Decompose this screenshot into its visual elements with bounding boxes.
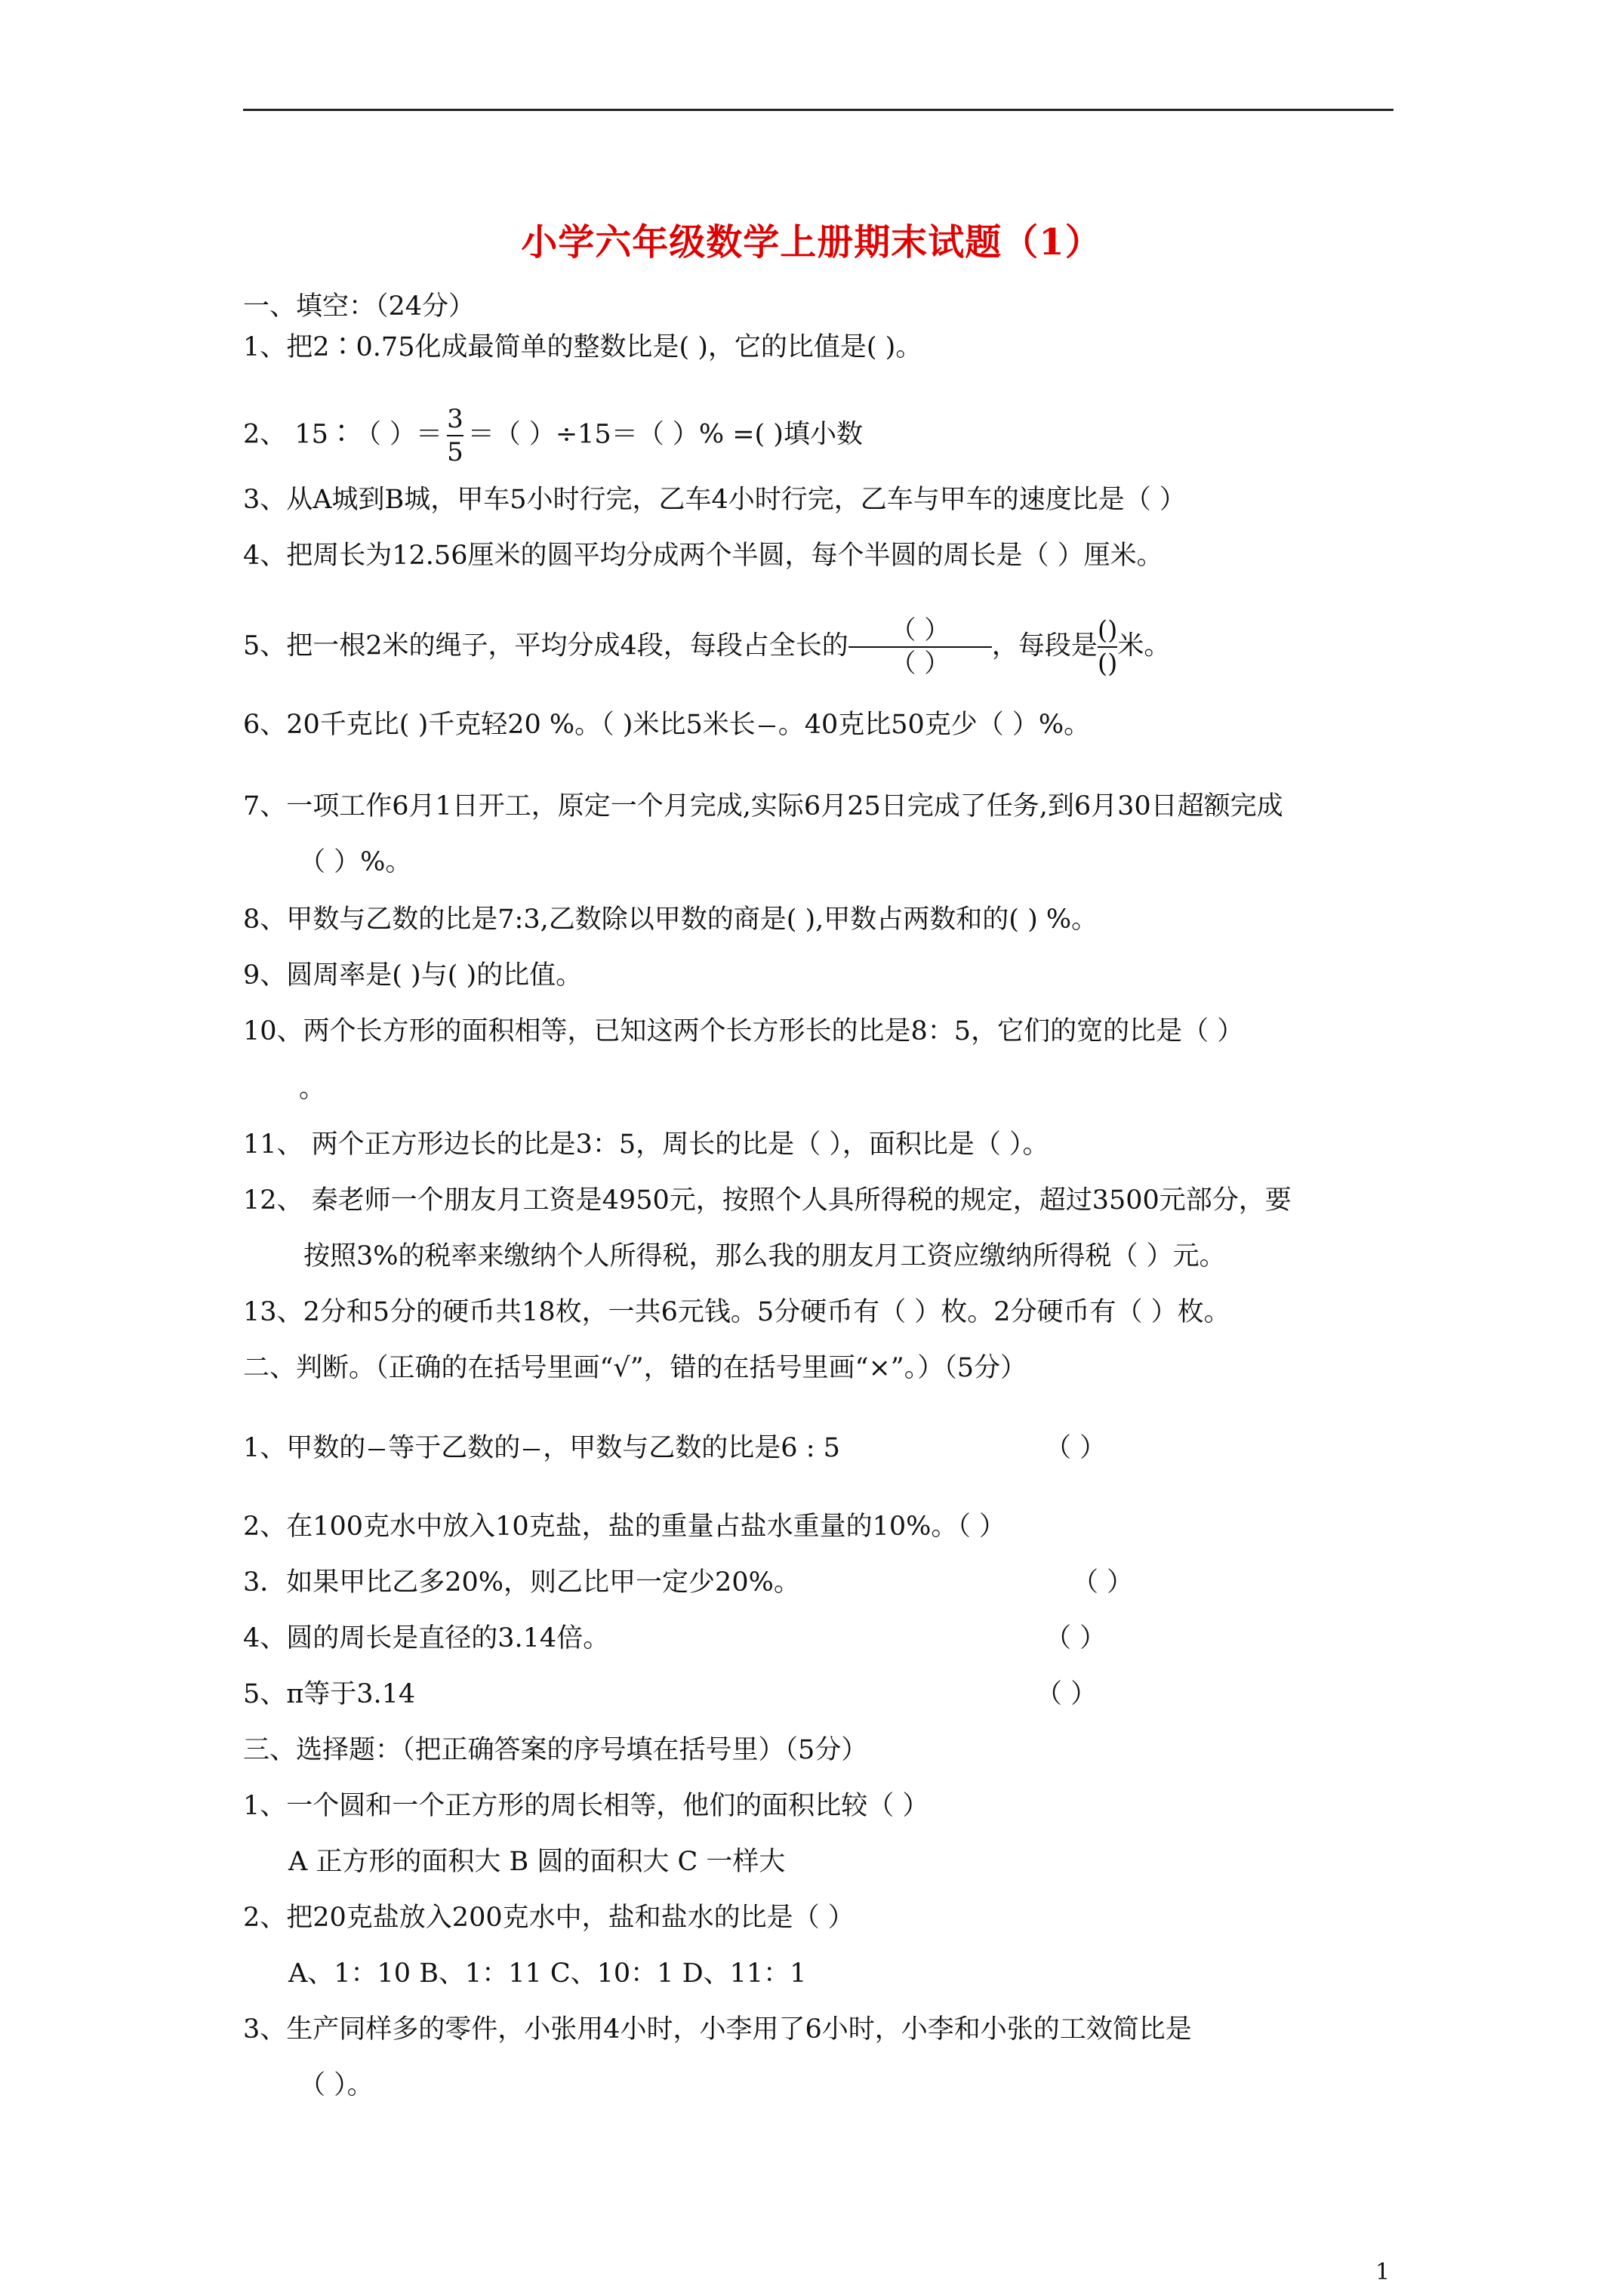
judge-question-4: 4、圆的周长是直径的3.14倍。 <box>243 1623 610 1653</box>
question-1-10-line1: 10、两个长方形的面积相等，已知这两个长方形长的比是8：5，它们的宽的比是（ ） <box>243 1016 1244 1046</box>
fraction-placeholder <box>759 726 775 727</box>
q5-fraction-2-denominator: () <box>1097 649 1118 679</box>
fraction-placeholder <box>368 1449 385 1450</box>
judge-question-3: 3．如果甲比乙多20%，则乙比甲一定少20%。 <box>243 1567 800 1598</box>
judge-q1-part1: 1、甲数的 <box>243 1433 366 1463</box>
q5-fraction-1 <box>848 615 992 679</box>
q5-suffix: 米。 <box>1117 630 1171 661</box>
question-1-1: 1、把2∶0.75化成最简单的整数比是( )，它的比值是( )。 <box>243 332 922 362</box>
q2-fraction <box>447 406 463 465</box>
page-number: 1 <box>1375 2259 1390 2285</box>
question-1-7-line1: 7、一项工作6月1日开工，原定一个月完成,实际6月25日完成了任务,到6月30日超额完成 <box>243 791 1283 821</box>
question-1-12-line1: 12、 秦老师一个朋友月工资是4950元，按照个人具所得税的规定，超过3500元部分，要 <box>243 1185 1292 1216</box>
question-1-2 <box>243 406 863 465</box>
page-title: 小学六年级数学上册期末试题（1） <box>521 221 1102 264</box>
section3-heading: 三、选择题：（把正确答案的序号填在括号里）（5分） <box>243 1735 868 1765</box>
q5-prefix: 5、把一根2米的绳子，平均分成4段，每段占全长的 <box>243 630 848 661</box>
judge-q1-answer-bracket: （ ） <box>1045 1433 1107 1463</box>
question-1-7-line2: （ ）%。 <box>299 847 412 877</box>
q5-fraction-1-denominator: （ ） <box>890 649 950 679</box>
q2-suffix: ＝（ ）÷15＝（ ）% =( )填小数 <box>467 419 863 450</box>
q2-fraction-denominator: 5 <box>447 437 463 467</box>
choice-question-1-options: A 正方形的面积大 B 圆的面积大 C 一样大 <box>288 1847 786 1877</box>
choice-question-1: 1、一个圆和一个正方形的周长相等，他们的面积比较（ ） <box>243 1791 929 1821</box>
question-1-8: 8、甲数与乙数的比是7:3,乙数除以甲数的商是( ),甲数占两数和的( ) %。 <box>243 905 1098 935</box>
fraction-placeholder <box>523 1449 540 1450</box>
q6-prefix: 6、20千克比( )千克轻20 %。（ )米比5米长 <box>243 710 756 740</box>
question-1-4: 4、把周长为12.56厘米的圆平均分成两个半圆，每个半圆的周长是（ ）厘米。 <box>243 541 1163 571</box>
section1-heading: 一、填空：（24分） <box>243 291 476 322</box>
q5-middle: ，每段是 <box>991 630 1098 661</box>
judge-question-5: 5、π等于3.14 <box>243 1679 416 1709</box>
question-1-9: 9、圆周率是( )与( )的比值。 <box>243 960 583 991</box>
judge-q5-answer-bracket: （ ） <box>1036 1679 1098 1709</box>
question-1-5 <box>243 615 1171 679</box>
top-rule <box>243 109 1394 111</box>
q5-fraction-2 <box>1097 615 1118 679</box>
fraction-bar <box>447 435 463 436</box>
judge-q4-answer-bracket: （ ） <box>1045 1623 1107 1653</box>
q5-fraction-2-numerator: () <box>1097 615 1118 646</box>
question-1-10-line2: 。 <box>299 1074 326 1104</box>
question-1-6 <box>243 708 1090 741</box>
q2-prefix: 2、 15∶（ ）＝ <box>243 419 443 450</box>
q6-suffix: 。40克比50克少（ ）%。 <box>778 710 1091 740</box>
question-1-3: 3、从A城到B城，甲车5小时行完，乙车4小时行完，乙车与甲车的速度比是（ ） <box>243 485 1186 515</box>
section2-heading: 二、判断。（正确的在括号里画“√”，错的在括号里画“×”。）（5分） <box>243 1353 1027 1383</box>
judge-q3-answer-bracket: （ ） <box>1072 1567 1134 1598</box>
q2-fraction-numerator: 3 <box>447 404 463 434</box>
choice-question-2-options: A、1：10 B、1：11 C、10：1 D、11：1 <box>288 1959 807 1989</box>
fraction-bar <box>848 646 992 648</box>
question-1-11: 11、 两个正方形边长的比是3：5，周长的比是（ ），面积比是（ ）。 <box>243 1130 1049 1160</box>
q5-fraction-1-numerator: （ ） <box>890 615 950 646</box>
choice-question-3-line2: （ ）。 <box>299 2070 374 2100</box>
judge-question-2: 2、在100克水中放入10克盐，盐的重量占盐水重量的10%。（ ） <box>243 1512 1006 1542</box>
judge-q1-part3: ，甲数与乙数的比是6 : 5 <box>543 1433 840 1463</box>
choice-question-3-line1: 3、生产同样多的零件，小张用4小时，小李用了6小时，小李和小张的工效简比是 <box>243 2014 1192 2045</box>
question-1-13: 13、2分和5分的硬币共18枚，一共6元钱。5分硬币有（ ）枚。2分硬币有（ ）枚。 <box>243 1297 1230 1327</box>
question-1-12-line2: 按照3%的税率来缴纳个人所得税，那么我的朋友月工资应缴纳所得税（ ）元。 <box>303 1241 1226 1271</box>
choice-question-2: 2、把20克盐放入200克水中，盐和盐水的比是（ ） <box>243 1903 855 1933</box>
judge-q1-part2: 等于乙数的 <box>388 1433 521 1463</box>
judge-question-1 <box>243 1432 840 1465</box>
fraction-bar <box>1098 646 1118 648</box>
